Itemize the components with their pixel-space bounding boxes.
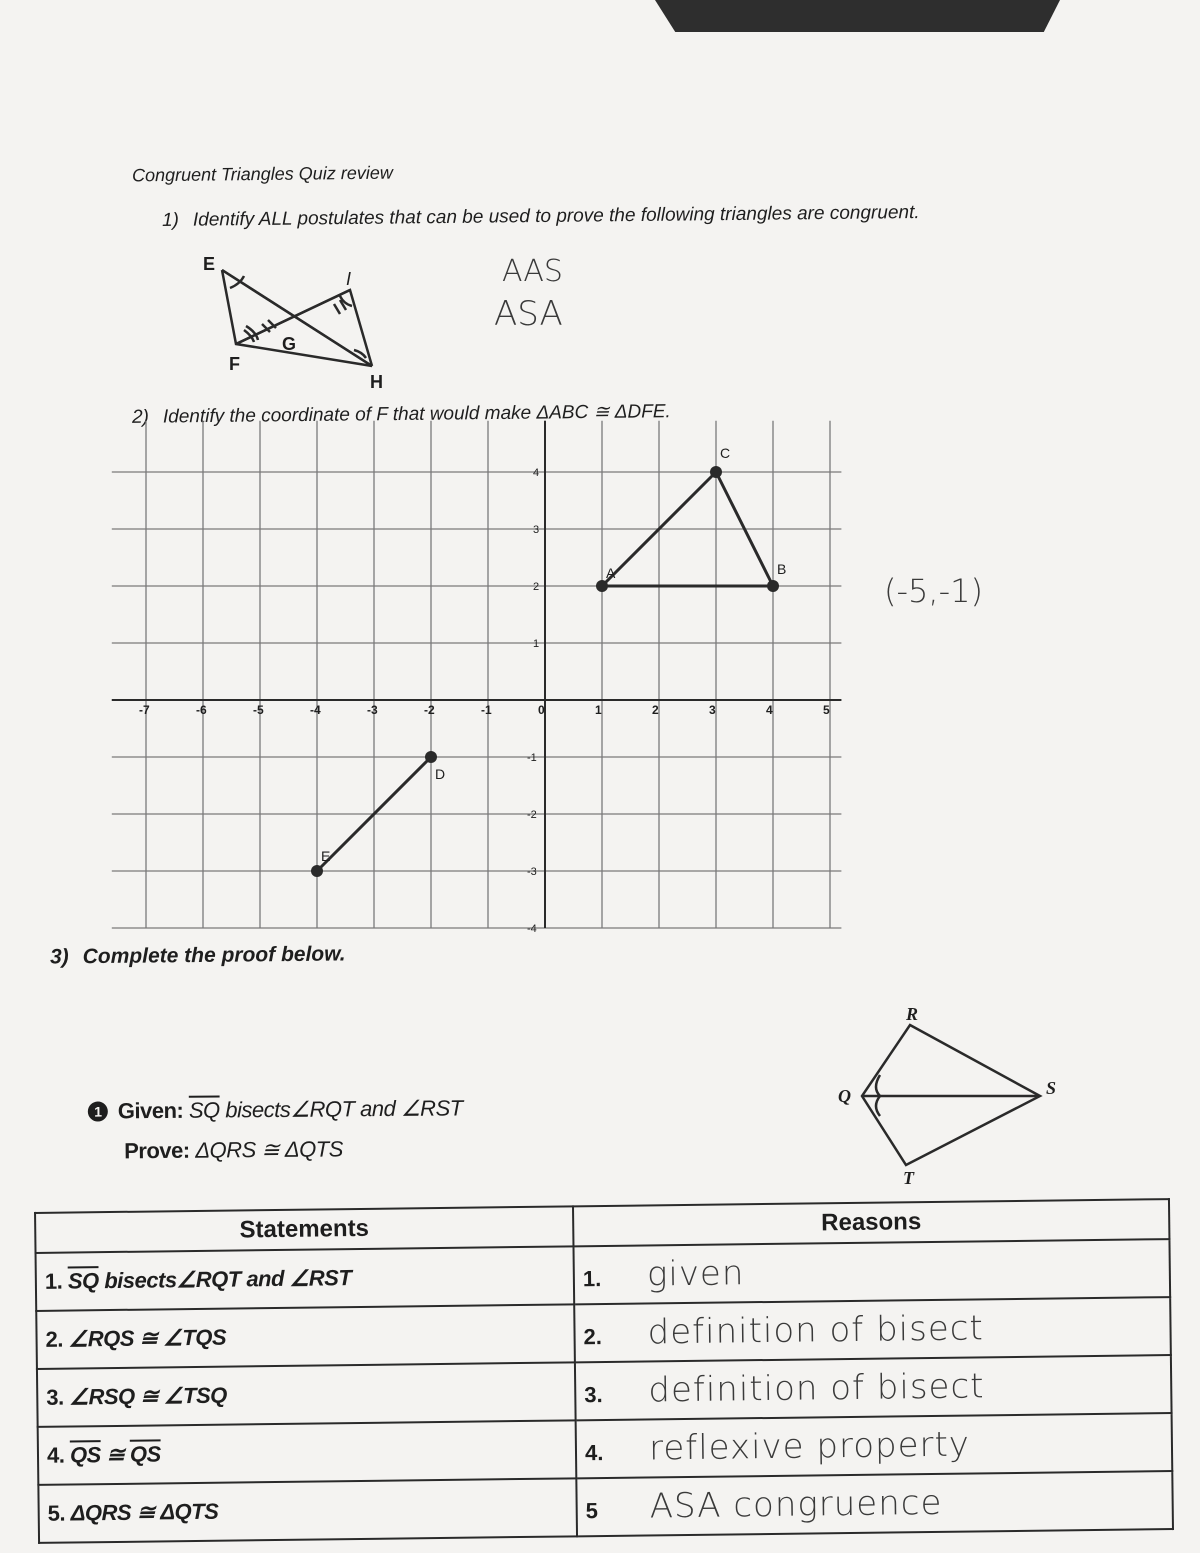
angle-mark-q1 <box>876 1075 880 1096</box>
y-tick-label: 2 <box>533 581 540 593</box>
given-segment: $\overline{SQ}$ <box>188 1097 220 1123</box>
table-row <box>38 1471 1173 1543</box>
reason-number: 1. <box>582 1266 602 1292</box>
point-label-d: D <box>435 766 446 782</box>
statement-4 <box>38 1420 577 1485</box>
x-tick-label: -4 <box>310 703 321 717</box>
label-r: R <box>906 1004 919 1024</box>
point-label-a: A <box>606 565 616 581</box>
statement-segment: $\overline{SQ}$ <box>67 1268 99 1294</box>
reason-number: 3. <box>584 1382 603 1408</box>
statement-2 <box>36 1304 575 1369</box>
answer-asa: ASA <box>494 294 563 334</box>
reason-text: reflexive property <box>648 1424 971 1469</box>
label-i: I <box>346 269 352 289</box>
x-tick-label: 0 <box>538 703 545 717</box>
reason-number: 5 <box>585 1498 599 1524</box>
reason-number: 2. <box>583 1324 603 1350</box>
statement-5 <box>38 1478 577 1543</box>
reason-3 <box>575 1355 1172 1420</box>
reason-text: given <box>646 1253 745 1295</box>
reason-4 <box>576 1413 1173 1478</box>
document-title: Congruent Triangles Quiz review <box>131 162 393 186</box>
reason-text: ASA congruence <box>649 1482 943 1527</box>
angle-mark-q2 <box>876 1096 880 1116</box>
given-text: bisects∠RQT and ∠RST <box>225 1095 463 1123</box>
label-h: H <box>370 372 383 392</box>
x-tick-label: 5 <box>823 703 830 717</box>
y-tick-label: -2 <box>527 809 537 821</box>
reason-1 <box>573 1239 1170 1304</box>
x-tick-label: -5 <box>253 703 264 717</box>
point-label-e: E <box>321 848 331 864</box>
statement-1 <box>36 1246 575 1311</box>
label-f: F <box>229 354 240 374</box>
statement-number: 3. <box>46 1384 64 1410</box>
statement-segment: $\overline{QS}$ <box>69 1442 101 1468</box>
statement-segment-2: $\overline{QS}$ <box>129 1441 161 1467</box>
x-tick-label: -7 <box>139 703 150 717</box>
statement-text: ∠RQS ≅ ∠TQS <box>68 1324 227 1352</box>
question-1-text: Identify ALL postulates that can be used to prove the following triangles are congruent. <box>192 202 920 231</box>
y-tick-label: -1 <box>527 752 537 764</box>
reason-text: definition of bisect <box>648 1366 985 1411</box>
y-tick-label: 1 <box>533 638 540 650</box>
label-e: E <box>203 254 216 274</box>
y-tick-label: -3 <box>527 866 537 878</box>
point-label-b: B <box>777 561 787 577</box>
question-2-number: 2) <box>131 406 150 428</box>
proof-table <box>34 1198 1174 1542</box>
prove-text: ΔQRS ≅ ΔQTS <box>195 1136 343 1163</box>
question-1-number: 1) <box>161 209 180 231</box>
y-tick-label: -4 <box>527 923 537 935</box>
y-tick-label: 3 <box>533 524 540 536</box>
reason-5 <box>576 1471 1173 1536</box>
x-tick-label: 1 <box>595 703 602 717</box>
y-tick-label: 4 <box>533 467 540 479</box>
statement-text: ≅ <box>106 1441 125 1468</box>
statement-text: bisects∠RQT and ∠RST <box>104 1265 352 1294</box>
statement-number: 1. <box>44 1268 63 1294</box>
problem-bullet: 1 <box>88 1101 108 1121</box>
statement-number: 2. <box>45 1326 64 1352</box>
statement-text: ΔQRS ≅ ΔQTS <box>70 1498 219 1526</box>
statement-number: 4. <box>46 1442 65 1468</box>
given-label: Given: <box>117 1097 184 1124</box>
reason-text: definition of bisect <box>647 1308 985 1353</box>
x-tick-label: -1 <box>481 703 492 717</box>
statement-text: ∠RSQ ≅ ∠TSQ <box>69 1382 227 1410</box>
statements-header: Statements <box>35 1206 573 1253</box>
x-tick-label: 4 <box>766 703 773 717</box>
reasons-header: Reasons <box>573 1199 1169 1246</box>
question-2-text: Identify the coordinate of F that would make ΔABC ≅ ΔDFE. <box>162 401 671 428</box>
label-s: S <box>1046 1078 1057 1098</box>
label-q: Q <box>838 1086 851 1106</box>
prove-label: Prove: <box>124 1137 190 1164</box>
x-tick-label: 3 <box>709 703 716 717</box>
point-label-c: C <box>720 445 731 461</box>
statement-number: 5. <box>47 1500 66 1526</box>
label-g: G <box>282 334 297 354</box>
reason-2 <box>574 1297 1171 1362</box>
x-tick-label: -2 <box>424 703 435 717</box>
reason-number: 4. <box>584 1440 604 1466</box>
statement-3 <box>37 1362 576 1427</box>
answer-coordinate-f: (-5,-1) <box>884 572 983 610</box>
x-tick-label: 2 <box>652 703 659 717</box>
question-3-text: Complete the proof below. <box>82 942 346 969</box>
x-tick-label: -6 <box>196 703 207 717</box>
question-3-number: 3) <box>49 945 69 969</box>
x-tick-label: -3 <box>367 703 378 717</box>
answer-aas: AAS <box>502 254 563 289</box>
label-t: T <box>903 1168 914 1188</box>
